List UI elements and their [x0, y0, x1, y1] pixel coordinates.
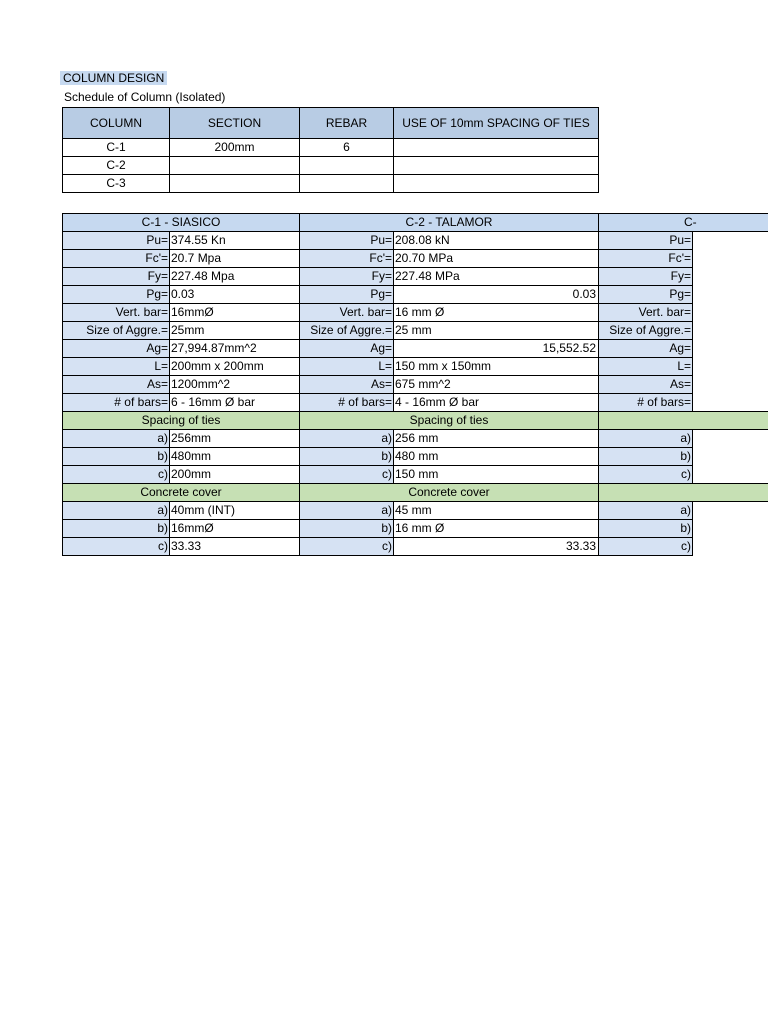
- c3-value[interactable]: [693, 232, 768, 250]
- table-row: [63, 139, 599, 157]
- c1-cover[interactable]: 40mm (INT): [170, 502, 300, 520]
- c2-value[interactable]: 0.03: [394, 286, 599, 304]
- page-title: [60, 69, 167, 87]
- c3-label[interactable]: Ag=: [599, 340, 693, 358]
- param-row: [63, 322, 768, 340]
- c3-value[interactable]: [693, 250, 768, 268]
- c2-title[interactable]: C-2 - TALAMOR: [300, 214, 599, 232]
- c2-ties[interactable]: 256 mm: [394, 430, 599, 448]
- spacing-title-c2[interactable]: Spacing of ties: [300, 412, 599, 430]
- c2-value[interactable]: 675 mm^2: [394, 376, 599, 394]
- schedule-header-row: [63, 108, 599, 139]
- c1-ties[interactable]: 480mm: [170, 448, 300, 466]
- c3-sublabel[interactable]: c): [599, 538, 693, 556]
- param-row: [63, 286, 768, 304]
- c3-value[interactable]: [693, 340, 768, 358]
- c3-sublabel[interactable]: b): [599, 448, 693, 466]
- cover-title-c1[interactable]: Concrete cover: [63, 484, 300, 502]
- cell[interactable]: [300, 157, 394, 175]
- c3-label[interactable]: Size of Aggre.=: [599, 322, 693, 340]
- design-table: [62, 213, 768, 556]
- param-row: [63, 376, 768, 394]
- c3-label[interactable]: As=: [599, 376, 693, 394]
- cover-row: [63, 538, 768, 556]
- param-row: [63, 304, 768, 322]
- c1-label[interactable]: Vert. bar=: [63, 304, 170, 322]
- c3-ties[interactable]: [693, 430, 768, 448]
- c2-sublabel[interactable]: b): [300, 448, 394, 466]
- c3-ties[interactable]: [693, 466, 768, 484]
- cell[interactable]: [170, 157, 300, 175]
- cover-title-c3[interactable]: [599, 484, 768, 502]
- c2-label[interactable]: As=: [300, 376, 394, 394]
- cover-title-c2[interactable]: Concrete cover: [300, 484, 599, 502]
- c1-label[interactable]: As=: [63, 376, 170, 394]
- c2-ties[interactable]: 480 mm: [394, 448, 599, 466]
- table-row: [63, 175, 599, 193]
- spacing-title: [63, 412, 768, 430]
- c1-value[interactable]: 227.48 Mpa: [170, 268, 300, 286]
- c3-label[interactable]: L=: [599, 358, 693, 376]
- param-row: [63, 268, 768, 286]
- c1-label[interactable]: Ag=: [63, 340, 170, 358]
- c3-label[interactable]: Fy=: [599, 268, 693, 286]
- c3-sublabel[interactable]: c): [599, 466, 693, 484]
- c1-sublabel[interactable]: c): [63, 466, 170, 484]
- c3-cover[interactable]: [693, 520, 768, 538]
- cell[interactable]: C-3: [63, 175, 170, 193]
- c2-label[interactable]: L=: [300, 358, 394, 376]
- c1-label[interactable]: Pu=: [63, 232, 170, 250]
- cover-title: [63, 484, 768, 502]
- param-row: [63, 358, 768, 376]
- param-row: [63, 250, 768, 268]
- c2-sublabel[interactable]: c): [300, 538, 394, 556]
- c1-sublabel[interactable]: b): [63, 448, 170, 466]
- cell[interactable]: [394, 157, 599, 175]
- c1-label[interactable]: Size of Aggre.=: [63, 322, 170, 340]
- c2-sublabel[interactable]: c): [300, 466, 394, 484]
- c3-sublabel[interactable]: b): [599, 520, 693, 538]
- c2-label[interactable]: Ag=: [300, 340, 394, 358]
- cover-row: [63, 502, 768, 520]
- cell[interactable]: [394, 139, 599, 157]
- c1-sublabel[interactable]: a): [63, 502, 170, 520]
- c1-sublabel[interactable]: a): [63, 430, 170, 448]
- c3-label[interactable]: Pg=: [599, 286, 693, 304]
- c3-cover[interactable]: [693, 502, 768, 520]
- c2-label[interactable]: Size of Aggre.=: [300, 322, 394, 340]
- c3-ties[interactable]: [693, 448, 768, 466]
- param-row: [63, 394, 768, 412]
- c3-value[interactable]: [693, 304, 768, 322]
- c1-label[interactable]: L=: [63, 358, 170, 376]
- schedule-subtitle: Schedule of Column (Isolated): [64, 90, 226, 104]
- c2-value[interactable]: 227.48 MPa: [394, 268, 599, 286]
- c2-value[interactable]: 20.70 MPa: [394, 250, 599, 268]
- cover-row: [63, 520, 768, 538]
- design-title-row: [63, 214, 768, 232]
- c1-value[interactable]: 20.7 Mpa: [170, 250, 300, 268]
- c2-label[interactable]: Pu=: [300, 232, 394, 250]
- c2-sublabel[interactable]: a): [300, 430, 394, 448]
- c3-sublabel[interactable]: a): [599, 430, 693, 448]
- c2-sublabel[interactable]: b): [300, 520, 394, 538]
- c2-sublabel[interactable]: a): [300, 502, 394, 520]
- c3-title[interactable]: C-: [599, 214, 768, 232]
- c2-ties[interactable]: 150 mm: [394, 466, 599, 484]
- c2-value[interactable]: 15,552.52: [394, 340, 599, 358]
- table-row: [63, 157, 599, 175]
- c3-value[interactable]: [693, 322, 768, 340]
- c1-value[interactable]: 0.03: [170, 286, 300, 304]
- cell[interactable]: C-1: [63, 139, 170, 157]
- c2-value[interactable]: 150 mm x 150mm: [394, 358, 599, 376]
- c2-value[interactable]: 25 mm: [394, 322, 599, 340]
- c2-value[interactable]: 16 mm Ø: [394, 304, 599, 322]
- c3-label[interactable]: Vert. bar=: [599, 304, 693, 322]
- c2-cover[interactable]: 33.33: [394, 538, 599, 556]
- c2-label[interactable]: Fy=: [300, 268, 394, 286]
- c2-label[interactable]: # of bars=: [300, 394, 394, 412]
- c2-label[interactable]: Pg=: [300, 286, 394, 304]
- spacing-title-c3[interactable]: [599, 412, 768, 430]
- param-row: [63, 232, 768, 250]
- c3-value[interactable]: [693, 268, 768, 286]
- c3-cover[interactable]: [693, 538, 768, 556]
- c1-label[interactable]: Fy=: [63, 268, 170, 286]
- c1-label[interactable]: Fc'=: [63, 250, 170, 268]
- cell[interactable]: [170, 175, 300, 193]
- c3-value[interactable]: [693, 394, 768, 412]
- cell[interactable]: [394, 175, 599, 193]
- c2-value[interactable]: 208.08 kN: [394, 232, 599, 250]
- c1-cover[interactable]: 33.33: [170, 538, 300, 556]
- schedule-table: [62, 107, 599, 193]
- c1-value[interactable]: 6 - 16mm Ø bar: [170, 394, 300, 412]
- title-cell[interactable]: COLUMN DESIGN: [60, 71, 167, 85]
- cell[interactable]: [300, 175, 394, 193]
- c1-ties[interactable]: 256mm: [170, 430, 300, 448]
- cell[interactable]: 200mm: [170, 139, 300, 157]
- header-ties[interactable]: USE OF 10mm SPACING OF TIES: [394, 108, 599, 139]
- header-rebar[interactable]: REBAR: [300, 108, 394, 139]
- c1-value[interactable]: 25mm: [170, 322, 300, 340]
- c1-value[interactable]: 27,994.87mm^2: [170, 340, 300, 358]
- c2-label[interactable]: Vert. bar=: [300, 304, 394, 322]
- c3-sublabel[interactable]: a): [599, 502, 693, 520]
- c3-value[interactable]: [693, 358, 768, 376]
- c1-value[interactable]: 1200mm^2: [170, 376, 300, 394]
- c1-label[interactable]: Pg=: [63, 286, 170, 304]
- c1-ties[interactable]: 200mm: [170, 466, 300, 484]
- c3-value[interactable]: [693, 376, 768, 394]
- c1-value[interactable]: 16mmØ: [170, 304, 300, 322]
- header-section[interactable]: SECTION: [170, 108, 300, 139]
- ties-row: [63, 430, 768, 448]
- c1-sublabel[interactable]: b): [63, 520, 170, 538]
- c1-value[interactable]: 200mm x 200mm: [170, 358, 300, 376]
- c2-value[interactable]: 4 - 16mm Ø bar: [394, 394, 599, 412]
- c1-label[interactable]: # of bars=: [63, 394, 170, 412]
- c2-cover[interactable]: 45 mm: [394, 502, 599, 520]
- spacing-title-c1[interactable]: Spacing of ties: [63, 412, 300, 430]
- c1-cover[interactable]: 16mmØ: [170, 520, 300, 538]
- c2-cover[interactable]: 16 mm Ø: [394, 520, 599, 538]
- c3-label[interactable]: # of bars=: [599, 394, 693, 412]
- cell[interactable]: 6: [300, 139, 394, 157]
- c3-value[interactable]: [693, 286, 768, 304]
- c3-label[interactable]: Pu=: [599, 232, 693, 250]
- header-column[interactable]: COLUMN: [63, 108, 170, 139]
- c3-label[interactable]: Fc'=: [599, 250, 693, 268]
- cell[interactable]: C-2: [63, 157, 170, 175]
- c2-label[interactable]: Fc'=: [300, 250, 394, 268]
- c1-title[interactable]: C-1 - SIASICO: [63, 214, 300, 232]
- c1-value[interactable]: 374.55 Kn: [170, 232, 300, 250]
- ties-row: [63, 466, 768, 484]
- c1-sublabel[interactable]: c): [63, 538, 170, 556]
- ties-row: [63, 448, 768, 466]
- param-row: [63, 340, 768, 358]
